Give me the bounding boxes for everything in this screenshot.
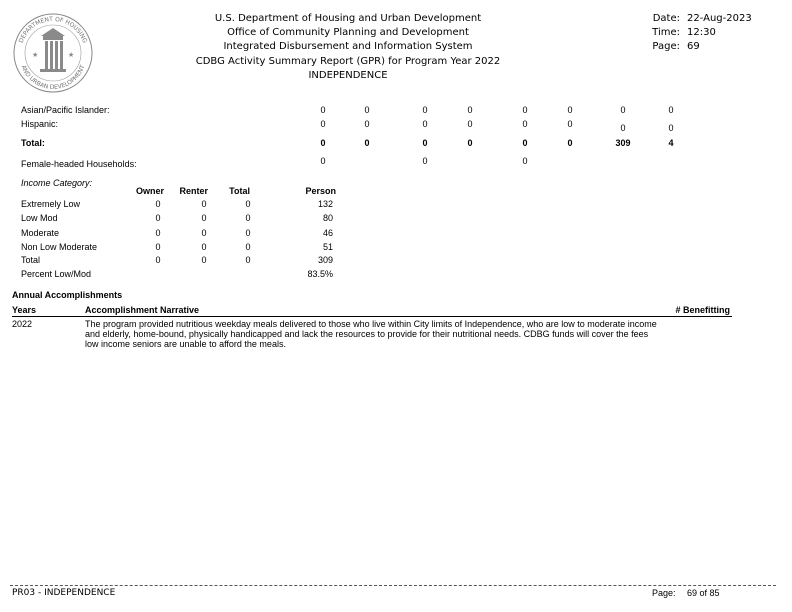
date-value: 22-Aug-2023 xyxy=(687,13,752,24)
footer-page-label: Page: xyxy=(652,588,676,598)
page-label: Page: xyxy=(652,41,680,52)
race-cell: 0 xyxy=(364,105,370,115)
income-row-label: Extremely Low xyxy=(21,199,81,209)
income-header-total: Total xyxy=(229,186,250,196)
race-cell: 0 xyxy=(668,123,674,133)
income-category-caption: Income Category: xyxy=(21,178,93,188)
income-header-person: Person xyxy=(305,186,336,196)
race-total-cell: 0 xyxy=(522,138,528,148)
report-agency: U.S. Department of Housing and Urban Development xyxy=(214,13,482,24)
accomplishment-narrative-line: and elderly, home-bound, physically handicapped and lack the resources to provide for their nutritional needs. CDBG funds will cover the fees xyxy=(85,329,649,339)
race-cell: 0 xyxy=(320,105,326,115)
income-owner: 0 xyxy=(155,242,161,252)
report-office: Office of Community Planning and Development xyxy=(227,27,469,38)
income-renter: 0 xyxy=(201,255,207,265)
header-divider xyxy=(12,316,732,317)
accomplishment-narrative-line: The program provided nutritious weekday meals delivered to those who live within City limits of Independence, who are low to moderate income xyxy=(85,319,657,329)
race-total-cell: 0 xyxy=(467,138,473,148)
report-system: Integrated Disbursement and Information System xyxy=(223,41,473,52)
race-row-label: Asian/Pacific Islander: xyxy=(21,105,110,115)
race-cell: 0 xyxy=(320,119,326,129)
income-total: 0 xyxy=(245,242,251,252)
female-headed-label: Female-headed Households: xyxy=(21,159,137,169)
svg-text:★: ★ xyxy=(32,52,39,59)
race-total-cell: 4 xyxy=(668,138,674,148)
race-total-cell: 309 xyxy=(615,138,631,148)
race-cell: 0 xyxy=(467,105,473,115)
female-headed-cell: 0 xyxy=(522,156,528,166)
income-renter: 0 xyxy=(201,228,207,238)
svg-text:AND URBAN DEVELOPMENT: AND URBAN DEVELOPMENT xyxy=(19,64,87,92)
race-cell: 0 xyxy=(467,119,473,129)
income-renter: 0 xyxy=(201,213,207,223)
svg-text:DEPARTMENT OF HOUSING: DEPARTMENT OF HOUSING xyxy=(17,15,89,45)
race-cell: 0 xyxy=(522,119,528,129)
race-row-label: Hispanic: xyxy=(21,119,59,129)
race-total-cell: 0 xyxy=(422,138,428,148)
income-header-renter: Renter xyxy=(179,186,208,196)
race-total-cell: 0 xyxy=(320,138,326,148)
race-cell: 0 xyxy=(620,123,626,133)
accomplishment-year: 2022 xyxy=(12,319,33,329)
income-row-label: Percent Low/Mod xyxy=(21,269,92,279)
race-total-cell: 0 xyxy=(567,138,573,148)
race-total-label: Total: xyxy=(21,138,45,148)
income-total: 0 xyxy=(245,228,251,238)
income-total: 0 xyxy=(245,255,251,265)
race-total-cell: 0 xyxy=(364,138,370,148)
col-narrative: Accomplishment Narrative xyxy=(85,305,200,315)
page-value: 69 xyxy=(687,41,700,52)
income-owner: 0 xyxy=(155,213,161,223)
income-total: 0 xyxy=(245,199,251,209)
date-label: Date: xyxy=(652,13,680,24)
income-renter: 0 xyxy=(201,242,207,252)
footer-report-id: PR03 - INDEPENDENCE xyxy=(12,588,116,598)
race-cell: 0 xyxy=(422,105,428,115)
race-cell: 0 xyxy=(364,119,370,129)
percent-low-mod-value: 83.5% xyxy=(307,269,333,279)
col-benefitting: # Benefitting xyxy=(675,305,730,315)
report-grantee: INDEPENDENCE xyxy=(308,70,388,81)
female-headed-cell: 0 xyxy=(320,156,326,166)
race-cell: 0 xyxy=(522,105,528,115)
income-owner: 0 xyxy=(155,199,161,209)
race-cell: 0 xyxy=(668,105,674,115)
income-person: 309 xyxy=(317,255,333,265)
income-total: 0 xyxy=(245,213,251,223)
race-cell: 0 xyxy=(567,105,573,115)
income-row-label: Low Mod xyxy=(21,213,58,223)
income-person: 46 xyxy=(322,228,333,238)
footer-page-value: 69 of 85 xyxy=(687,588,720,598)
hud-seal-logo xyxy=(12,12,94,94)
footer-divider xyxy=(10,585,776,586)
female-headed-cell: 0 xyxy=(422,156,428,166)
time-value: 12:30 xyxy=(687,27,716,38)
income-person: 132 xyxy=(317,199,333,209)
svg-text:★: ★ xyxy=(68,52,75,59)
income-renter: 0 xyxy=(201,199,207,209)
col-years: Years xyxy=(12,305,37,315)
accomplishment-narrative-line: low income seniors are unable to afford the meals. xyxy=(85,339,286,349)
income-owner: 0 xyxy=(155,228,161,238)
income-row-label: Total xyxy=(21,255,41,265)
income-header-owner: Owner xyxy=(135,186,164,196)
time-label: Time: xyxy=(652,27,680,38)
race-cell: 0 xyxy=(567,119,573,129)
income-person: 51 xyxy=(322,242,333,252)
race-cell: 0 xyxy=(422,119,428,129)
race-cell: 0 xyxy=(620,105,626,115)
annual-accomplishments-title: Annual Accomplishments xyxy=(12,290,123,300)
income-person: 80 xyxy=(322,213,333,223)
income-owner: 0 xyxy=(155,255,161,265)
report-title: CDBG Activity Summary Report (GPR) for Program Year 2022 xyxy=(195,56,501,67)
income-row-label: Moderate xyxy=(21,228,60,238)
income-row-label: Non Low Moderate xyxy=(21,242,98,252)
